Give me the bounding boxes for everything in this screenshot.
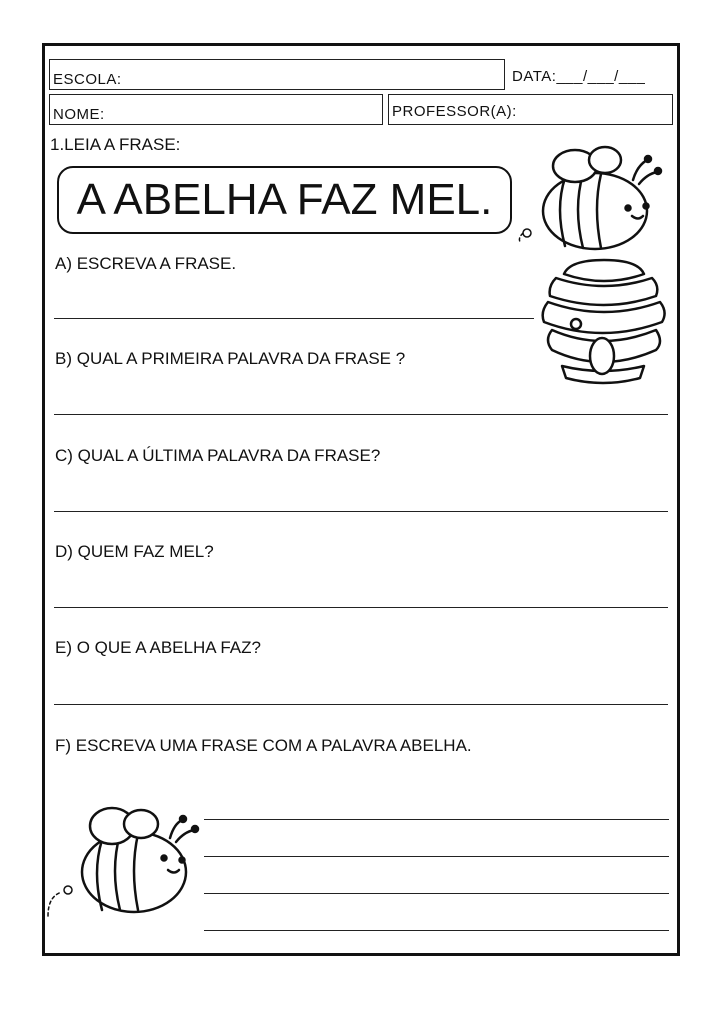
answer-line-d[interactable] [54,607,668,608]
answer-line-f3[interactable] [204,893,669,894]
bee-icon [46,798,201,920]
date-field[interactable] [509,59,672,90]
question-b: B) QUAL A PRIMEIRA PALAVRA DA FRASE ? [55,349,406,368]
question-e: E) O QUE A ABELHA FAZ? [55,638,261,657]
teacher-field[interactable] [388,94,673,125]
name-label: NOME: [53,106,105,123]
answer-line-c[interactable] [54,511,668,512]
answer-line-f1[interactable] [204,819,669,820]
bee-icon [505,138,665,258]
date-label: DATA:___/___/___ [512,68,646,85]
question-c: C) QUAL A ÚLTIMA PALAVRA DA FRASE? [55,446,381,465]
beehive-icon [538,260,668,388]
school-field[interactable] [49,59,505,90]
question-a: A) ESCREVA A FRASE. [55,254,237,273]
name-field[interactable] [49,94,383,125]
answer-line-b[interactable] [54,414,668,415]
answer-line-a[interactable] [54,318,534,319]
sentence-box [57,166,512,234]
answer-line-f2[interactable] [204,856,669,857]
school-label: ESCOLA: [53,71,122,88]
sentence-text: A ABELHA FAZ MEL. [76,175,493,224]
teacher-label: PROFESSOR(A): [392,103,517,120]
question-d: D) QUEM FAZ MEL? [55,542,214,561]
answer-line-f4[interactable] [204,930,669,931]
question-f: F) ESCREVA UMA FRASE COM A PALAVRA ABELHA. [55,736,472,755]
answer-line-e[interactable] [54,704,668,705]
instruction-text: 1.LEIA A FRASE: [50,135,181,154]
